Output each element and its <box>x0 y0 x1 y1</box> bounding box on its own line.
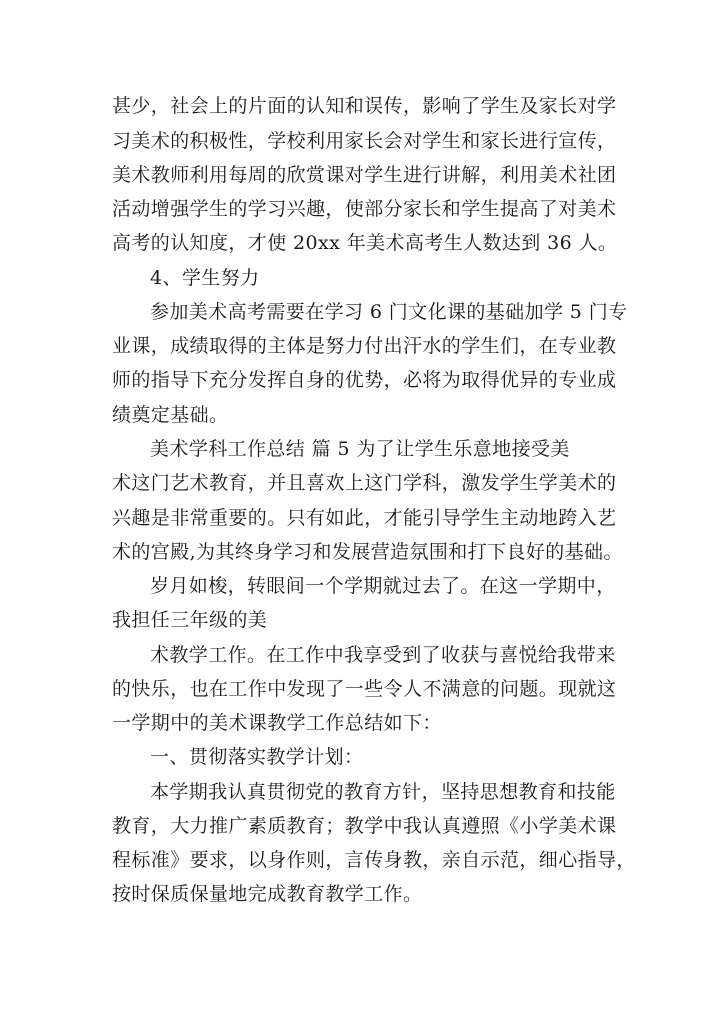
text-line: 程标准》要求，以身作则，言传身教，亲自示范，细心指导， <box>112 849 636 871</box>
text-line: 甚少，社会上的片面的认知和误传，影响了学生及家长对学 <box>112 95 617 117</box>
text-line: 高考的认知度，才使 20xx 年美术高考生人数达到 36 人。 <box>112 232 618 254</box>
text-line: 术的宫殿,为其终身学习和发展营造氛围和打下良好的基础。 <box>112 541 623 563</box>
section-heading: 一、贯彻落实教学计划： <box>150 746 364 768</box>
text-line: 一学期中的美术课教学工作总结如下： <box>112 712 442 734</box>
text-line: 师的指导下充分发挥自身的优势，必将为取得优异的专业成 <box>112 369 617 391</box>
text-line: 绩奠定基础。 <box>112 404 229 426</box>
text-line: 业课，成绩取得的主体是努力付出汗水的学生们，在专业教 <box>112 335 617 357</box>
text-line: 术这门艺术教育，并且喜欢上这门学科，激发学生学美术的 <box>112 472 617 494</box>
text-line: 美术教师利用每周的欣赏课对学生进行讲解，利用美术社团 <box>112 164 617 186</box>
text-line: 我担任三年级的美 <box>112 609 268 631</box>
text-line: 活动增强学生的学习兴趣，使部分家长和学生提高了对美术 <box>112 198 617 220</box>
text-line: 的快乐，也在工作中发现了一些令人不满意的问题。现就这 <box>112 678 617 700</box>
text-line: 术教学工作。在工作中我享受到了收获与喜悦给我带来 <box>150 644 616 666</box>
text-line: 岁月如梭，转眼间一个学期就过去了。在这一学期中， <box>150 575 616 597</box>
text-line: 习美术的积极性，学校利用家长会对学生和家长进行宣传， <box>112 130 617 152</box>
text-line: 教育，大力推广素质教育；教学中我认真遵照《小学美术课 <box>112 815 617 837</box>
text-line: 本学期我认真贯彻党的教育方针，坚持思想教育和技能 <box>150 781 616 803</box>
text-line: 参加美术高考需要在学习 6 门文化课的基础加学 5 门专 <box>150 301 628 323</box>
text-line: 兴趣是非常重要的。只有如此，才能引导学生主动地跨入艺 <box>112 507 617 529</box>
section-heading: 4、学生努力 <box>150 267 260 289</box>
section-heading: 美术学科工作总结 篇 5 为了让学生乐意地接受美 <box>150 438 570 460</box>
text-line: 按时保质保量地完成教育教学工作。 <box>112 883 423 905</box>
